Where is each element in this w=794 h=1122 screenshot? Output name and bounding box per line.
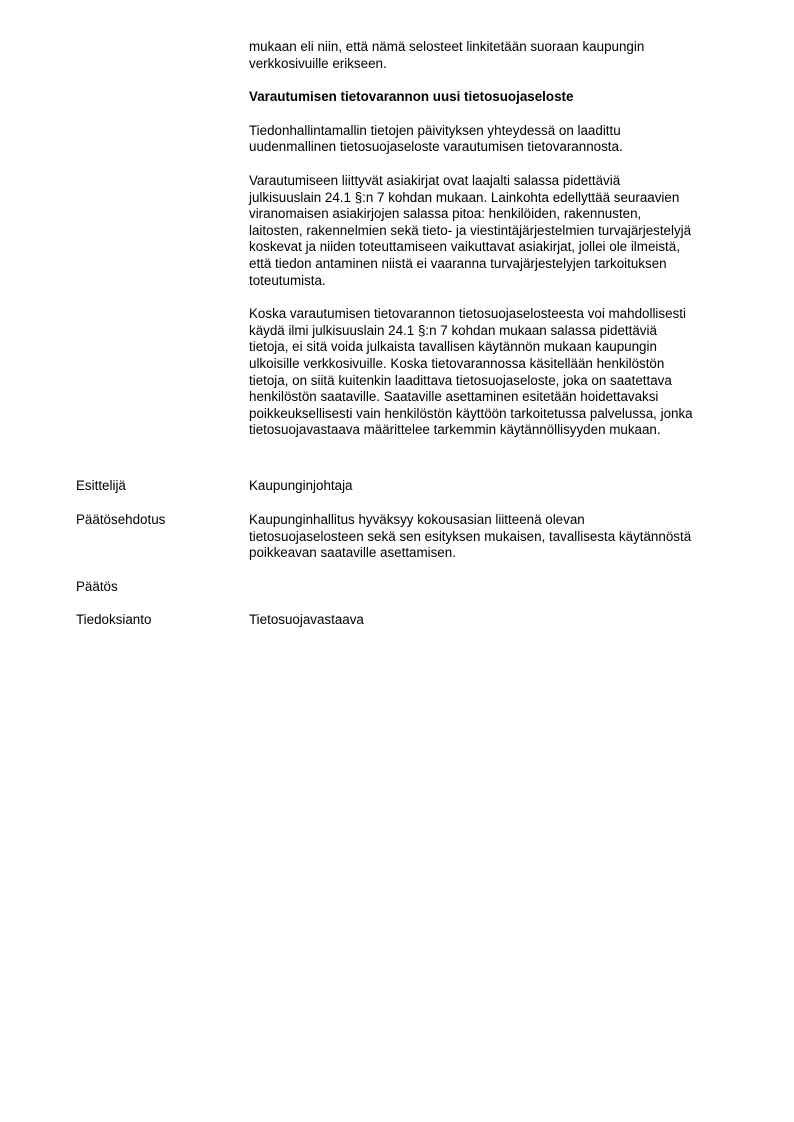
notification-label: Tiedoksianto: [76, 612, 152, 627]
proposal-label: Päätösehdotus: [76, 512, 166, 527]
paragraph-publication: Koska varautumisen tietovarannon tietosuojaselosteesta voi mahdollisesti käydä ilmi julkisuuslain 24.1 §:n 7 kohdan mukaan salassa pidettäviä tietoja, ei sitä voida julkaista tavallisen käytännön mukaan kaupungin ulkoisille verkkosivuille. Koska tietovarannossa käsitellään henkilöstön tietoja, on siitä kuitenkin laadittava tietosuojaseloste, joka on saatettava henkilöstön saataville. Saataville asettaminen esitetään hoidettavaksi poikkeuksellisesti vain henkilöstön käyttöön tarkoitetussa palvelussa, jonka tietosuojavastaava määrittelee tarkemmin käytännöllisyyden mukaan.: [249, 306, 693, 438]
paragraph-confidentiality: Varautumiseen liittyvät asiakirjat ovat laajalti salassa pidettäviä julkisuuslain 24.1 §:n 7 kohdan mukaan. Lainkohta edellyttää seuraavien viranomaisen asiakirjojen salassa pitoa: henkilöiden, rakennusten, laitosten, rakennelmien sekä tieto- ja viestintäjärjestelmien turvajärjestelyjä koskevat ja niiden toteuttamiseen vaikuttavat asiakirjat, jollei ole ilmeistä, että tiedon antaminen niistä ei vaaranna turvajärjestelyjen tarkoituksen toteutumista.: [249, 172, 692, 288]
presenter-value: Kaupunginjohtaja: [249, 478, 353, 493]
intro-paragraph: mukaan eli niin, että nämä selosteet linkitetään suoraan kaupungin verkkosivuille erikseen.: [249, 39, 645, 71]
section-heading: Varautumisen tietovarannon uusi tietosuojaseloste: [249, 89, 574, 105]
decision-label: Päätös: [76, 579, 118, 594]
document-body: [249, 39, 737, 456]
notification-value: Tietosuojavastaava: [249, 612, 364, 627]
proposal-value: Kaupunginhallitus hyväksyy kokousasian liitteenä olevan tietosuojaselosteen sekä sen esityksen mukaisen, tavallisesta käytännöstä poikkeavan saataville asettamisen.: [249, 512, 692, 561]
paragraph-data-model-update: Tiedonhallintamallin tietojen päivityksen yhteydessä on laadittu uudenmallinen tietosuojaseloste varautumisen tietovarannosta.: [249, 122, 623, 155]
presenter-label: Esittelijä: [76, 478, 126, 493]
